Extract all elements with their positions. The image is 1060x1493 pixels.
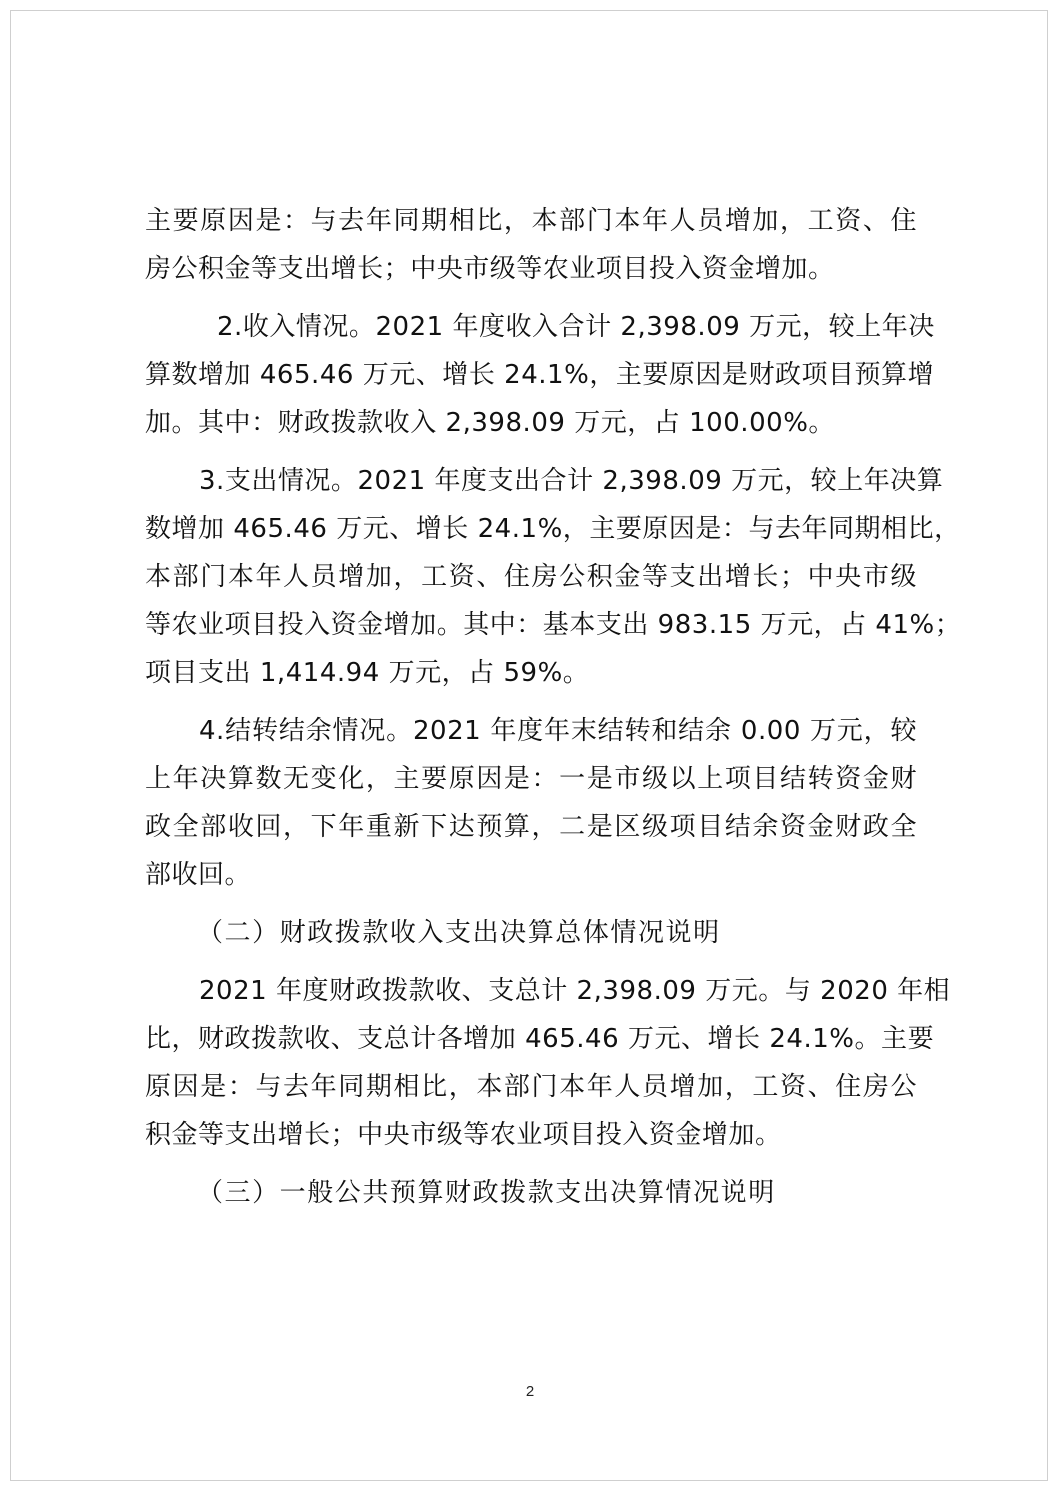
- text-line: 比，财政拨款收、支总计各增加 465.46 万元、增长 24.1%。主要: [145, 1024, 935, 1054]
- text-line: 原因是：与去年同期相比，本部门本年人员增加，工资、住房公: [145, 1072, 917, 1102]
- text-line: 2021 年度财政拨款收、支总计 2,398.09 万元。与 2020 年相: [199, 976, 951, 1006]
- paragraph-fiscal-overview: [145, 967, 951, 1159]
- text-line: 等农业项目投入资金增加。其中：基本支出 983.15 万元，占 41%；: [145, 610, 962, 640]
- text-line: 本部门本年人员增加，工资、住房公积金等支出增长；中央市级: [145, 562, 917, 592]
- text-line: 3.支出情况。2021 年度支出合计 2,398.09 万元，较上年决算: [199, 466, 944, 496]
- text-line: 积金等支出增长；中央市级等农业项目投入资金增加。: [145, 1120, 782, 1150]
- text-line: 加。其中：财政拨款收入 2,398.09 万元，占 100.00%。: [145, 408, 835, 438]
- text-line: 房公积金等支出增长；中央市级等农业项目投入资金增加。: [145, 254, 835, 284]
- section-heading-2: （二）财政拨款收入支出决算总体情况说明: [197, 918, 721, 948]
- section-heading-3: （三）一般公共预算财政拨款支出决算情况说明: [197, 1178, 776, 1208]
- paragraph-carryover: [145, 707, 917, 899]
- text-line: 主要原因是：与去年同期相比，本部门本年人员增加，工资、住: [145, 206, 917, 236]
- text-line: 政全部收回，下年重新下达预算，二是区级项目结余资金财政全: [145, 812, 917, 842]
- paragraph-expenditure: [145, 457, 962, 697]
- paragraph-income: [145, 303, 935, 447]
- document-body: [145, 197, 962, 1217]
- page-number: 2: [525, 1383, 535, 1400]
- text-line: 数增加 465.46 万元、增长 24.1%，主要原因是：与去年同期相比，: [145, 514, 961, 544]
- text-line: 2.收入情况。2021 年度收入合计 2,398.09 万元，较上年决: [217, 312, 935, 342]
- text-line: 4.结转结余情况。2021 年度年末结转和结余 0.00 万元，较: [199, 716, 917, 746]
- paragraph-main-reason: [145, 197, 917, 293]
- text-line: 上年决算数无变化，主要原因是：一是市级以上项目结转资金财: [145, 764, 917, 794]
- text-line: 项目支出 1,414.94 万元，占 59%。: [145, 658, 590, 688]
- text-line: 部收回。: [145, 860, 252, 890]
- text-line: 算数增加 465.46 万元、增长 24.1%，主要原因是财政项目预算增: [145, 360, 935, 390]
